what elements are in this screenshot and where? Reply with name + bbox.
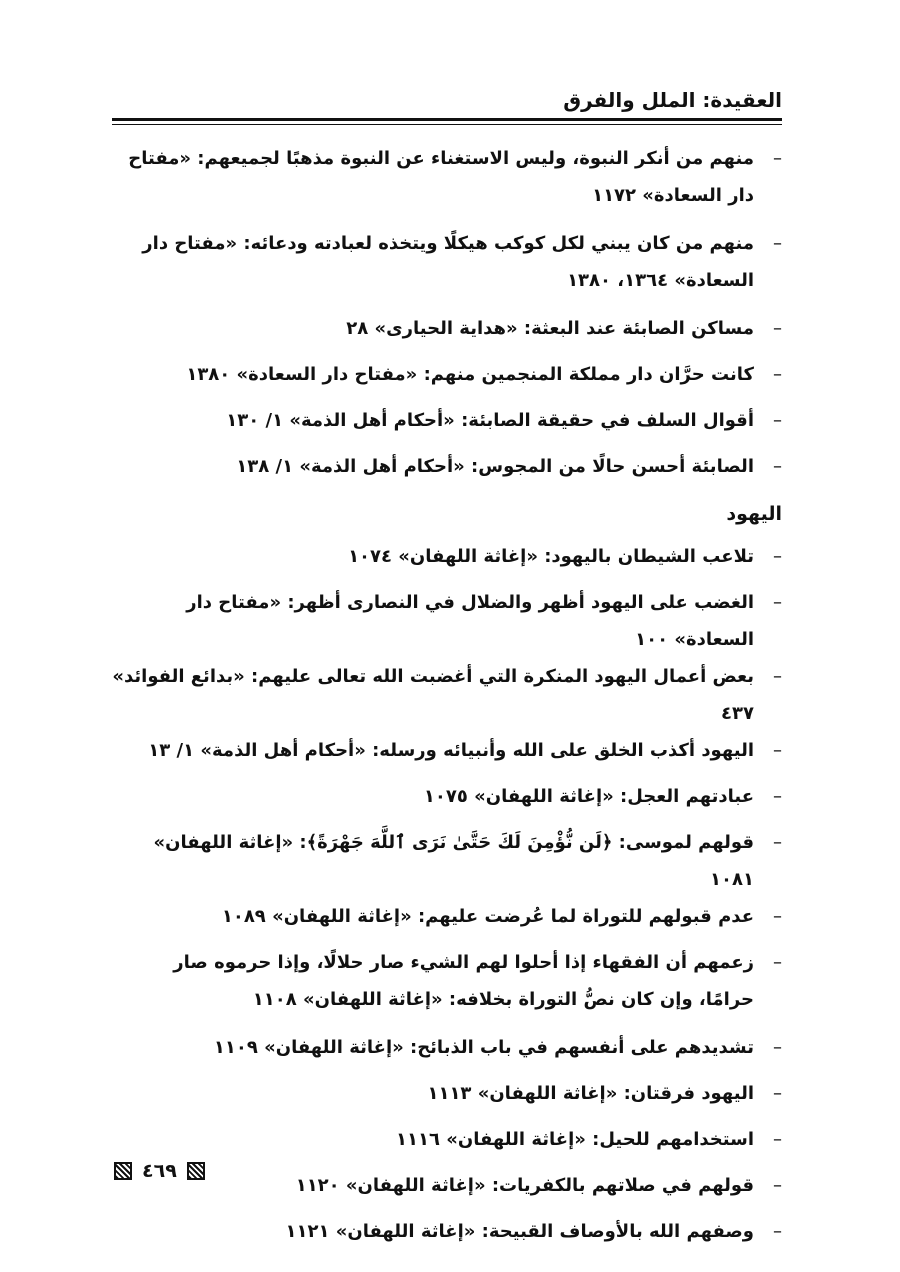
index-entry <box>112 225 782 310</box>
entry-dash: – <box>773 952 782 973</box>
entry-text: كانت حرَّان دار مملكة المنجمين منهم: «مفتاح دار السعادة» ١٣٨٠ <box>186 364 754 385</box>
entry-text: قولهم لموسى: ﴿لَن نُّؤْمِنَ لَكَ حَتَّىٰ نَرَى ٱللَّهَ جَهْرَةً﴾: «إغاثة اللهفان» ١٠٨١ <box>153 832 754 890</box>
index-entry <box>112 356 782 402</box>
entry-text: وصفهم الله بالأوصاف القبيحة: «إغاثة اللهفان» ١١٢١ <box>285 1221 754 1242</box>
entry-text: اليهود فرقتان: «إغاثة اللهفان» ١١١٣ <box>427 1083 754 1104</box>
entry-dash: – <box>773 906 782 927</box>
header-rule-thin <box>112 124 782 125</box>
entry-text: منهم من أنكر النبوة، وليس الاستغناء عن النبوة مذهبًا لجميعهم: «مفتاح دار السعادة» ١١٧٢ <box>128 148 754 206</box>
entry-dash: – <box>773 666 782 687</box>
entry-text: الصابئة أحسن حالًا من المجوس: «أحكام أهل الذمة» ١/ ١٣٨ <box>236 456 754 477</box>
page-footer <box>114 1158 205 1184</box>
entry-dash: – <box>773 1083 782 1104</box>
index-entry <box>112 140 782 225</box>
entry-dash: – <box>773 740 782 761</box>
header-rule-thick <box>112 118 782 121</box>
index-entry <box>112 778 782 824</box>
index-entry <box>112 732 782 778</box>
entry-dash: – <box>773 148 782 169</box>
index-entry <box>112 824 782 898</box>
entry-text: أقوال السلف في حقيقة الصابئة: «أحكام أهل الذمة» ١/ ١٣٠ <box>226 410 754 431</box>
index-entry <box>112 1213 782 1259</box>
entry-text: استخدامهم للحيل: «إغاثة اللهفان» ١١١٦ <box>395 1129 754 1150</box>
index-entry <box>112 1075 782 1121</box>
index-entry <box>112 944 782 1029</box>
entry-text: عدم قبولهم للتوراة لما عُرضت عليهم: «إغاثة اللهفان» ١٠٨٩ <box>221 906 754 927</box>
section-heading: اليهود <box>726 503 782 525</box>
entry-dash: – <box>773 546 782 567</box>
entry-text: زعمهم أن الفقهاء إذا أحلوا لهم الشيء صار حلالًا، وإذا حرموه صار حرامًا، وإن كان نصُّ التوراة بخلافه: «إغاثة اللهفان» ١١٠٨ <box>173 952 754 1010</box>
index-entry <box>112 538 782 584</box>
entry-text: قولهم في صلاتهم بالكفريات: «إغاثة اللهفان» ١١٢٠ <box>295 1175 754 1196</box>
entry-dash: – <box>773 592 782 613</box>
entry-dash: – <box>773 832 782 853</box>
entry-dash: – <box>773 456 782 477</box>
entry-text: تلاعب الشيطان باليهود: «إغاثة اللهفان» ١٠٧٤ <box>348 546 754 567</box>
ornament-icon <box>187 1162 205 1180</box>
entry-text: بعض أعمال اليهود المنكرة التي أغضبت الله تعالى عليهم: «بدائع الفوائد» ٤٣٧ <box>112 666 754 724</box>
entry-text: اليهود أكذب الخلق على الله وأنبيائه ورسله: «أحكام أهل الذمة» ١/ ١٣ <box>148 740 754 761</box>
entry-dash: – <box>773 786 782 807</box>
entry-text: تشديدهم على أنفسهم في باب الذبائح: «إغاثة اللهفان» ١١٠٩ <box>213 1037 754 1058</box>
entry-text: عبادتهم العجل: «إغاثة اللهفان» ١٠٧٥ <box>423 786 754 807</box>
entry-dash: – <box>773 1221 782 1242</box>
entry-text: مساكن الصابئة عند البعثة: «هداية الحيارى» ٢٨ <box>346 318 754 339</box>
index-entry <box>112 310 782 356</box>
entry-dash: – <box>773 1129 782 1150</box>
index-content <box>112 140 782 1259</box>
running-header <box>112 82 782 118</box>
entry-text: الغضب على اليهود أظهر والضلال في النصارى أظهر: «مفتاح دار السعادة» ١٠٠ <box>186 592 754 650</box>
ornament-icon <box>114 1162 132 1180</box>
index-entry <box>112 898 782 944</box>
index-entry <box>112 1167 782 1213</box>
entry-dash: – <box>773 233 782 254</box>
index-entry <box>112 1121 782 1167</box>
index-entry <box>112 658 782 732</box>
index-entry <box>112 1029 782 1075</box>
index-entry <box>112 402 782 448</box>
entry-dash: – <box>773 1037 782 1058</box>
entry-dash: – <box>773 410 782 431</box>
entry-dash: – <box>773 1175 782 1196</box>
entry-dash: – <box>773 364 782 385</box>
entry-dash: – <box>773 318 782 339</box>
index-entry <box>112 448 782 494</box>
index-entry <box>112 584 782 658</box>
header-title: العقيدة: الملل والفرق <box>563 88 782 112</box>
entry-text: منهم من كان يبني لكل كوكب هيكلًا ويتخذه لعبادته ودعائه: «مفتاح دار السعادة» ١٣٦٤، ١٣٨٠ <box>142 233 754 291</box>
page-number: ٤٦٩ <box>142 1160 177 1182</box>
